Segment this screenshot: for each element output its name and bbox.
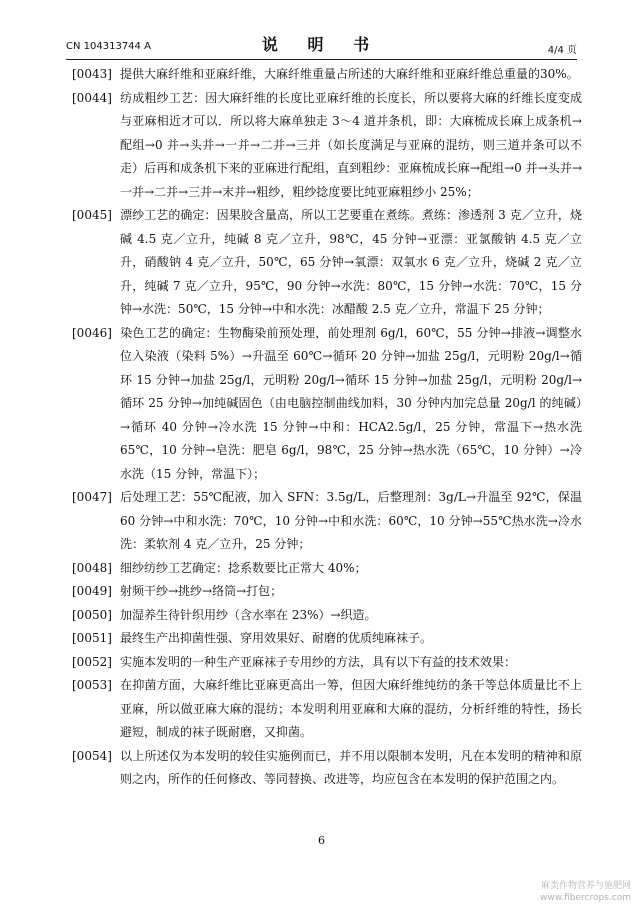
paragraph-text: 染色工艺的确定：生物酶染前预处理，前处理剂 6g/l，60℃，55 分钟→排液→调整水位入染液（染料 5%）→升温至 60℃→循环 20 分钟→加盐 25g/l，元明粉 20g/l→循环 15 分钟→加盐 25g/l，元明粉 20g/l→循环 15 分钟→加盐 25g/l，元明粉 20g/l→循环 25 分钟→加纯碱固色（由电脑控制曲线加料，30 分钟内加完总量 20g/l 的纯碱）→循环 40 分钟→冷水洗 15 分钟→中和：HCA2.5g/l，25 分钟，常温下→热水洗 65℃，10 分钟→皂洗：肥皂 6g/l，98℃，25 分钟→热水洗（65℃，10 分钟）→冷水洗（15 分钟，常温下）；	[120, 325, 582, 481]
paragraph-0053	[72, 674, 582, 745]
paragraph-0045	[72, 204, 582, 322]
paragraph-0051	[72, 627, 582, 651]
paragraph-text: 纺成粗纱工艺：因大麻纤维的长度比亚麻纤维的长度长，所以要将大麻的纤维长度变成与亚麻相近才可以．所以将大麻单独走 3～4 道并条机，即：大麻梳成长麻上成条机→配组→0 并→头并→一并→二并→三并（如长度满足与亚麻的混纺，则三道并条可以不走）后再和成条机下来的亚麻进行配组，直到粗纱：亚麻梳成长麻→配组→0 并→头并→一并→二并→三并→末并→粗纱，粗纱捻度要比纯亚麻粗纱小 25%；	[120, 90, 582, 199]
paragraph-number: [0047]	[72, 490, 112, 504]
paragraph-text: 提供大麻纤维和亚麻纤维，大麻纤维重量占所述的大麻纤维和亚麻纤维总重量的30%。	[120, 67, 579, 81]
paragraph-0054	[72, 745, 582, 792]
paragraph-number: [0051]	[72, 631, 112, 645]
paragraph-0050	[72, 604, 582, 628]
document-number: CN 104313744 A	[66, 41, 151, 52]
paragraph-number: [0045]	[72, 208, 112, 222]
watermark	[540, 880, 631, 904]
paragraph-text: 后处理工艺：55℃配液，加入 SFN：3.5g/L，后整理剂：3g/L→升温至 92℃，保温 60 分钟→中和水洗：70℃，10 分钟→中和水洗：60℃，10 分钟→55℃热水洗→冷水洗：柔软剂 4 克／立升，25 分钟；	[120, 490, 582, 551]
paragraph-0046	[72, 322, 582, 487]
paragraph-text: 实施本发明的一种生产亚麻袜子专用纱的方法，具有以下有益的技术效果：	[120, 654, 517, 669]
paragraph-text: 细纱纺纱工艺确定：捻系数要比正常大 40%；	[120, 560, 367, 575]
paragraph-number: [0049]	[72, 584, 112, 598]
page-number: 6	[318, 834, 325, 847]
paragraph-text: 漂纱工艺的确定：因果胶含量高，所以工艺要重在煮练。煮练：渗透剂 3 克／立升，烧碱 4.5 克／立升，纯碱 8 克／立升，98℃，45 分钟→亚漂：亚氯酸钠 4.5 克／立升，硝酸钠 4 克／立升，50℃，65 分钟→氧漂：双氧水 6 克／立升，烧碱 2 克／立升，纯碱 7 克／立升，95℃，90 分钟→水洗：80℃，15 分钟→水洗：70℃，15 分钟→水洗：50℃，15 分钟→中和水洗：冰醋酸 2.5 克／立升，常温下 25 分钟；	[120, 208, 582, 316]
paragraph-number: [0054]	[72, 748, 112, 763]
watermark-site-name: 麻类作物营养与施肥网	[540, 881, 631, 891]
paragraph-number: [0043]	[72, 67, 112, 81]
paragraph-text: 以上所述仅为本发明的较佳实施例而已，并不用以限制本发明，凡在本发明的精神和原则之内，所作的任何修改、等同替换、改进等，均应包含在本发明的保护范围之内。	[120, 748, 582, 786]
page-title: 说 明 书	[261, 35, 382, 54]
paragraph-text: 最终生产出抑菌性强、穿用效果好、耐磨的优质纯麻袜子。	[120, 631, 433, 645]
page-header	[66, 30, 577, 58]
paragraph-number: [0050]	[72, 607, 112, 622]
paragraph-0052	[72, 651, 582, 675]
paragraph-0043	[72, 63, 582, 87]
paragraph-0048	[72, 557, 582, 581]
paragraph-text: 射频干纱→挑纱→络筒→打包；	[120, 584, 283, 598]
paragraph-0044	[72, 87, 582, 205]
paragraph-text: 加湿养生待针织用纱（含水率在 23%）→织造。	[120, 607, 377, 622]
paragraph-number: [0046]	[72, 325, 112, 340]
watermark-url: www.fibercrops.com	[540, 893, 631, 903]
header-divider	[66, 59, 577, 60]
paragraph-0047	[72, 486, 582, 557]
document-body	[72, 63, 582, 792]
page-indicator: 4/4 页	[547, 45, 577, 56]
paragraph-number: [0052]	[72, 654, 112, 669]
paragraph-0049	[72, 580, 582, 604]
paragraph-number: [0048]	[72, 560, 112, 575]
paragraph-number: [0053]	[72, 678, 112, 692]
paragraph-text: 在抑菌方面，大麻纤维比亚麻更高出一筹，但因大麻纤维纯纺的条干等总体质量比不上亚麻，所以做亚麻大麻的混纺；本发明利用亚麻和大麻的混纺，分析纤维的特性，扬长避短，制成的袜子既耐磨，又抑菌。	[120, 678, 582, 739]
paragraph-number: [0044]	[72, 90, 112, 105]
